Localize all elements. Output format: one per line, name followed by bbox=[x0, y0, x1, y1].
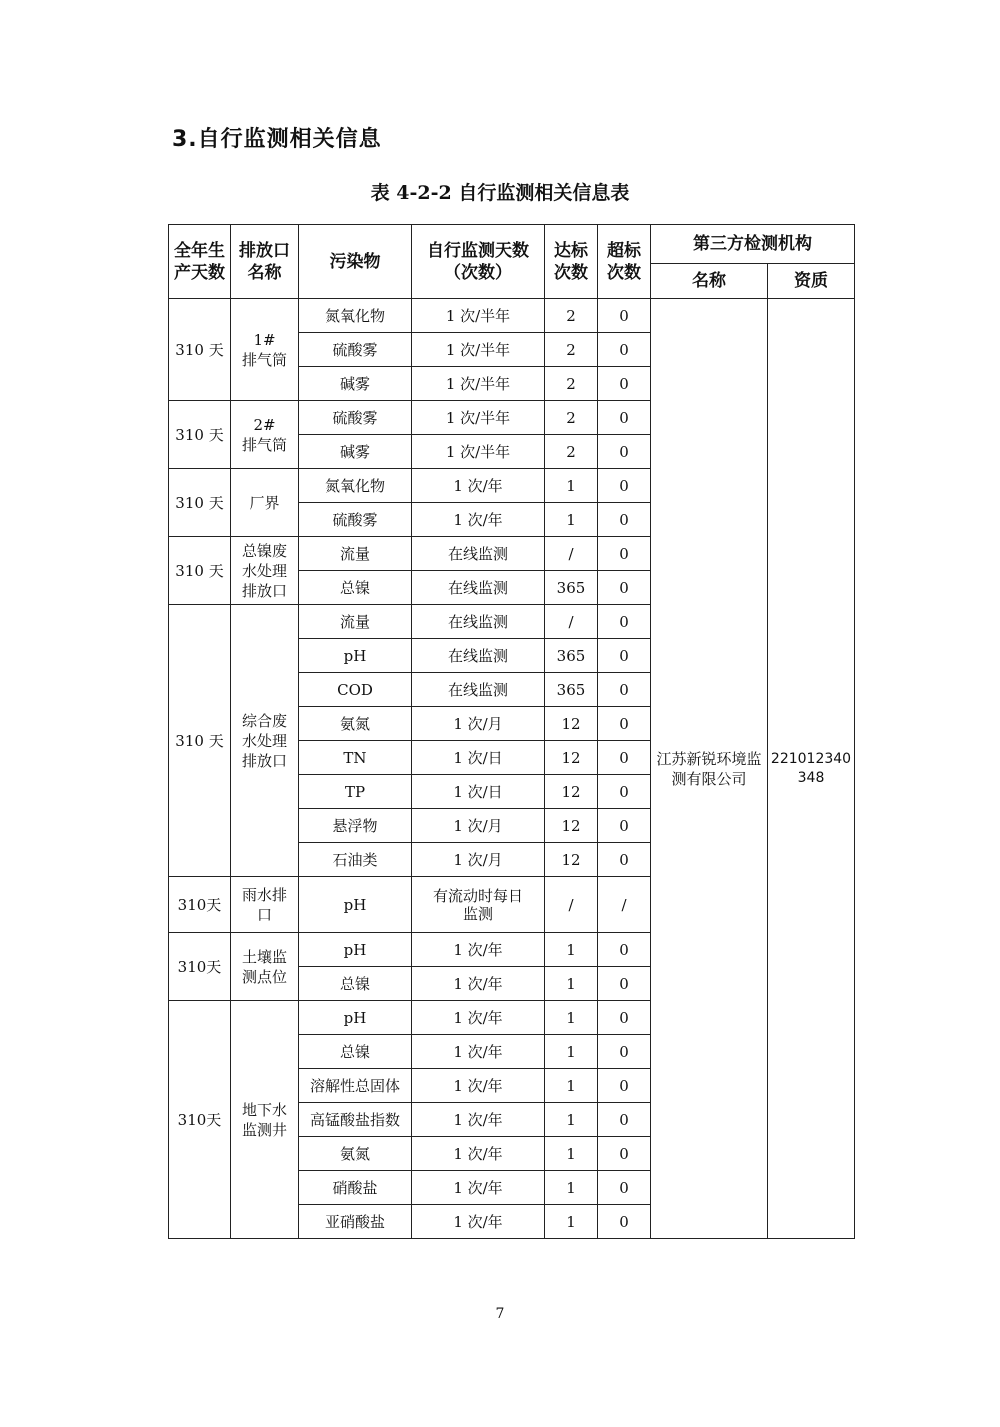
exceed-count-cell: 0 bbox=[598, 605, 651, 639]
pollutant-cell: TP bbox=[299, 775, 412, 809]
exceed-count-cell: 0 bbox=[598, 1069, 651, 1103]
exceed-count-cell: 0 bbox=[598, 1001, 651, 1035]
compliant-count-cell: 1 bbox=[545, 1035, 598, 1069]
compliant-count-cell: 2 bbox=[545, 299, 598, 333]
agency-name-cell: 江苏新锐环境监测有限公司 bbox=[651, 299, 768, 1239]
frequency-cell: 1 次/半年 bbox=[412, 367, 545, 401]
table-row bbox=[169, 299, 855, 333]
days-cell: 310 天 bbox=[169, 401, 231, 469]
pollutant-cell: 总镍 bbox=[299, 571, 412, 605]
exceed-count-cell: 0 bbox=[598, 333, 651, 367]
frequency-cell: 1 次/年 bbox=[412, 1103, 545, 1137]
compliant-count-cell: 365 bbox=[545, 673, 598, 707]
exceed-count-cell: 0 bbox=[598, 299, 651, 333]
days-cell: 310天 bbox=[169, 877, 231, 933]
compliant-count-cell: / bbox=[545, 605, 598, 639]
pollutant-cell: 氮氧化物 bbox=[299, 299, 412, 333]
pollutant-cell: 硫酸雾 bbox=[299, 333, 412, 367]
compliant-count-cell: 1 bbox=[545, 1069, 598, 1103]
compliant-count-cell: 1 bbox=[545, 967, 598, 1001]
compliant-count-cell: 1 bbox=[545, 469, 598, 503]
exceed-count-cell: 0 bbox=[598, 1205, 651, 1239]
exceed-count-cell: 0 bbox=[598, 673, 651, 707]
compliant-count-cell: 2 bbox=[545, 435, 598, 469]
frequency-cell: 在线监测 bbox=[412, 605, 545, 639]
frequency-cell: 1 次/年 bbox=[412, 1035, 545, 1069]
exceed-count-cell: / bbox=[598, 877, 651, 933]
compliant-count-cell: 12 bbox=[545, 741, 598, 775]
outlet-cell: 雨水排 口 bbox=[231, 877, 299, 933]
compliant-count-cell: 12 bbox=[545, 843, 598, 877]
compliant-count-cell: 12 bbox=[545, 809, 598, 843]
pollutant-cell: 碱雾 bbox=[299, 435, 412, 469]
frequency-cell: 1 次/年 bbox=[412, 1069, 545, 1103]
header-tp-qualification: 资质 bbox=[768, 264, 855, 299]
compliant-count-cell: / bbox=[545, 877, 598, 933]
pollutant-cell: 高锰酸盐指数 bbox=[299, 1103, 412, 1137]
pollutant-cell: pH bbox=[299, 877, 412, 933]
pollutant-cell: 总镍 bbox=[299, 967, 412, 1001]
compliant-count-cell: 2 bbox=[545, 367, 598, 401]
frequency-cell: 在线监测 bbox=[412, 571, 545, 605]
compliant-count-cell: 1 bbox=[545, 933, 598, 967]
compliant-count-cell: 1 bbox=[545, 503, 598, 537]
exceed-count-cell: 0 bbox=[598, 367, 651, 401]
frequency-cell: 1 次/半年 bbox=[412, 401, 545, 435]
days-cell: 310天 bbox=[169, 1001, 231, 1239]
compliant-count-cell: 2 bbox=[545, 333, 598, 367]
header-pollutant: 污染物 bbox=[299, 225, 412, 299]
frequency-cell: 1 次/月 bbox=[412, 843, 545, 877]
exceed-count-cell: 0 bbox=[598, 469, 651, 503]
compliant-count-cell: 365 bbox=[545, 571, 598, 605]
pollutant-cell: 流量 bbox=[299, 537, 412, 571]
table-body bbox=[169, 299, 855, 1239]
header-third-party: 第三方检测机构 bbox=[651, 225, 855, 264]
outlet-cell: 总镍废 水处理 排放口 bbox=[231, 537, 299, 605]
outlet-cell: 综合废 水处理 排放口 bbox=[231, 605, 299, 877]
table-header bbox=[169, 225, 855, 299]
monitoring-table bbox=[168, 224, 855, 1239]
compliant-count-cell: / bbox=[545, 537, 598, 571]
frequency-cell: 1 次/年 bbox=[412, 503, 545, 537]
exceed-count-cell: 0 bbox=[598, 639, 651, 673]
frequency-cell: 1 次/年 bbox=[412, 469, 545, 503]
pollutant-cell: 硫酸雾 bbox=[299, 401, 412, 435]
exceed-count-cell: 0 bbox=[598, 933, 651, 967]
exceed-count-cell: 0 bbox=[598, 809, 651, 843]
pollutant-cell: TN bbox=[299, 741, 412, 775]
compliant-count-cell: 1 bbox=[545, 1137, 598, 1171]
exceed-count-cell: 0 bbox=[598, 775, 651, 809]
pollutant-cell: COD bbox=[299, 673, 412, 707]
outlet-cell: 厂界 bbox=[231, 469, 299, 537]
pollutant-cell: pH bbox=[299, 639, 412, 673]
pollutant-cell: 流量 bbox=[299, 605, 412, 639]
pollutant-cell: 硫酸雾 bbox=[299, 503, 412, 537]
pollutant-cell: 石油类 bbox=[299, 843, 412, 877]
exceed-count-cell: 0 bbox=[598, 401, 651, 435]
frequency-cell: 1 次/半年 bbox=[412, 435, 545, 469]
frequency-cell: 1 次/月 bbox=[412, 707, 545, 741]
frequency-cell: 1 次/年 bbox=[412, 1137, 545, 1171]
header-compliant: 达标次数 bbox=[545, 225, 598, 299]
compliant-count-cell: 1 bbox=[545, 1103, 598, 1137]
frequency-cell: 在线监测 bbox=[412, 639, 545, 673]
pollutant-cell: pH bbox=[299, 1001, 412, 1035]
monitoring-table-container bbox=[168, 224, 854, 1239]
exceed-count-cell: 0 bbox=[598, 435, 651, 469]
days-cell: 310 天 bbox=[169, 537, 231, 605]
section-heading: 3.自行监测相关信息 bbox=[172, 127, 382, 152]
pollutant-cell: 溶解性总固体 bbox=[299, 1069, 412, 1103]
days-cell: 310 天 bbox=[169, 469, 231, 537]
compliant-count-cell: 1 bbox=[545, 1001, 598, 1035]
pollutant-cell: 氨氮 bbox=[299, 707, 412, 741]
days-cell: 310 天 bbox=[169, 299, 231, 401]
table-caption: 表 4-2-2 自行监测相关信息表 bbox=[370, 182, 630, 204]
frequency-cell: 1 次/年 bbox=[412, 967, 545, 1001]
frequency-cell: 1 次/年 bbox=[412, 933, 545, 967]
compliant-count-cell: 12 bbox=[545, 775, 598, 809]
compliant-count-cell: 12 bbox=[545, 707, 598, 741]
frequency-cell: 1 次/半年 bbox=[412, 333, 545, 367]
compliant-count-cell: 1 bbox=[545, 1171, 598, 1205]
outlet-cell: 2# 排气筒 bbox=[231, 401, 299, 469]
frequency-cell: 有流动时每日 监测 bbox=[412, 877, 545, 933]
header-tp-name: 名称 bbox=[651, 264, 768, 299]
outlet-cell: 土壤监 测点位 bbox=[231, 933, 299, 1001]
frequency-cell: 在线监测 bbox=[412, 673, 545, 707]
compliant-count-cell: 2 bbox=[545, 401, 598, 435]
header-exceed: 超标次数 bbox=[598, 225, 651, 299]
exceed-count-cell: 0 bbox=[598, 843, 651, 877]
frequency-cell: 1 次/日 bbox=[412, 775, 545, 809]
pollutant-cell: 碱雾 bbox=[299, 367, 412, 401]
exceed-count-cell: 0 bbox=[598, 503, 651, 537]
outlet-cell: 地下水 监测井 bbox=[231, 1001, 299, 1239]
compliant-count-cell: 365 bbox=[545, 639, 598, 673]
pollutant-cell: 氮氧化物 bbox=[299, 469, 412, 503]
days-cell: 310 天 bbox=[169, 605, 231, 877]
frequency-cell: 1 次/年 bbox=[412, 1171, 545, 1205]
pollutant-cell: 悬浮物 bbox=[299, 809, 412, 843]
pollutant-cell: 硝酸盐 bbox=[299, 1171, 412, 1205]
exceed-count-cell: 0 bbox=[598, 707, 651, 741]
pollutant-cell: 氨氮 bbox=[299, 1137, 412, 1171]
days-cell: 310天 bbox=[169, 933, 231, 1001]
header-frequency: 自行监测天数（次数） bbox=[412, 225, 545, 299]
exceed-count-cell: 0 bbox=[598, 571, 651, 605]
frequency-cell: 1 次/年 bbox=[412, 1001, 545, 1035]
frequency-cell: 1 次/半年 bbox=[412, 299, 545, 333]
exceed-count-cell: 0 bbox=[598, 1137, 651, 1171]
frequency-cell: 1 次/年 bbox=[412, 1205, 545, 1239]
agency-qualification-cell: 221012340348 bbox=[768, 299, 855, 1239]
outlet-cell: 1# 排气筒 bbox=[231, 299, 299, 401]
exceed-count-cell: 0 bbox=[598, 967, 651, 1001]
exceed-count-cell: 0 bbox=[598, 1171, 651, 1205]
pollutant-cell: 亚硝酸盐 bbox=[299, 1205, 412, 1239]
exceed-count-cell: 0 bbox=[598, 1035, 651, 1069]
frequency-cell: 在线监测 bbox=[412, 537, 545, 571]
page-number: 7 bbox=[495, 1306, 505, 1322]
compliant-count-cell: 1 bbox=[545, 1205, 598, 1239]
exceed-count-cell: 0 bbox=[598, 1103, 651, 1137]
header-days: 全年生产天数 bbox=[169, 225, 231, 299]
header-outlet: 排放口名称 bbox=[231, 225, 299, 299]
frequency-cell: 1 次/日 bbox=[412, 741, 545, 775]
frequency-cell: 1 次/月 bbox=[412, 809, 545, 843]
pollutant-cell: 总镍 bbox=[299, 1035, 412, 1069]
exceed-count-cell: 0 bbox=[598, 741, 651, 775]
exceed-count-cell: 0 bbox=[598, 537, 651, 571]
pollutant-cell: pH bbox=[299, 933, 412, 967]
